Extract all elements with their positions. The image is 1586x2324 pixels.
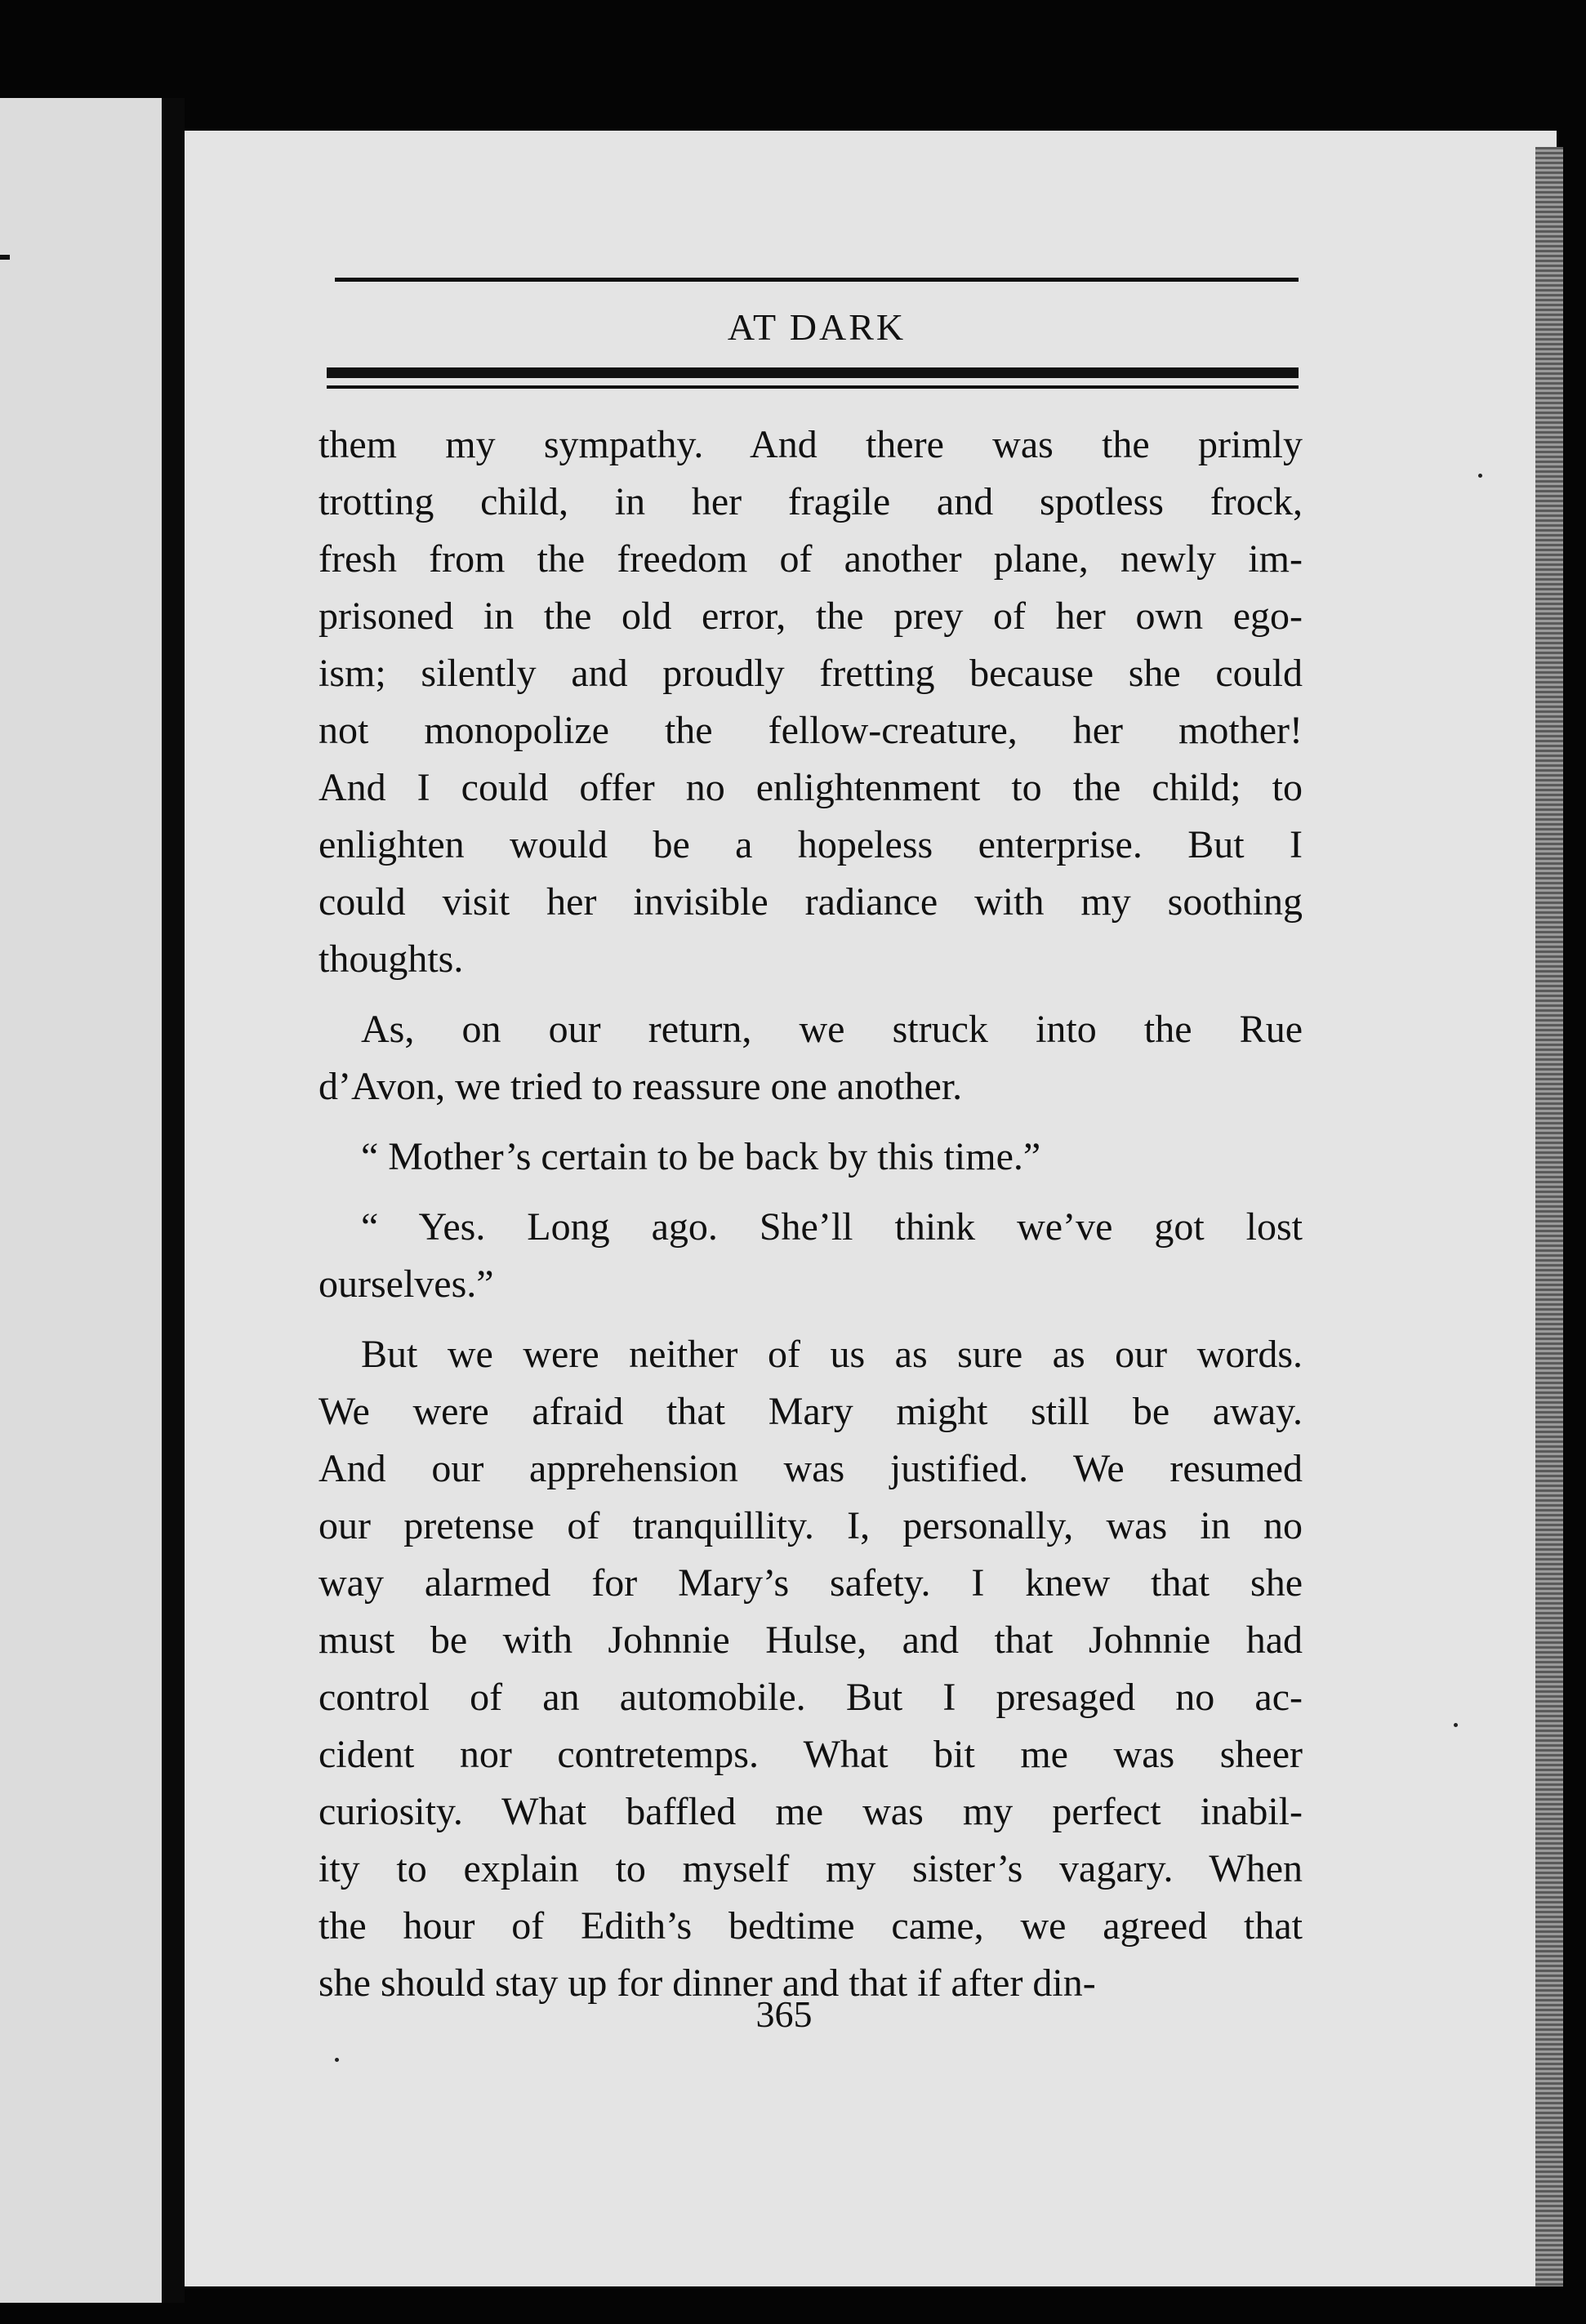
text-line: our pretense of tranquillity. I, personally, was in no xyxy=(319,1504,1303,1547)
text-line: But we were neither of us as sure as our words. xyxy=(361,1333,1303,1376)
text-line: ity to explain to myself my sister’s vagary. When xyxy=(319,1847,1303,1890)
body-text xyxy=(319,416,1303,2012)
text-line: prisoned in the old error, the prey of her own ego- xyxy=(319,594,1303,638)
text-line: “ Yes. Long ago. She’ll think we’ve got lost xyxy=(361,1205,1303,1249)
text-line: enlighten would be a hopeless enterprise. But I xyxy=(319,823,1303,866)
facing-page-edge xyxy=(0,98,162,2303)
book-gutter xyxy=(162,98,185,2303)
text-line: them my sympathy. And there was the primly xyxy=(319,423,1303,466)
paragraph-gap xyxy=(319,1186,1303,1199)
text-line: “ Mother’s certain to be back by this time.” xyxy=(361,1135,1041,1178)
text-line: could visit her invisible radiance with my soothing xyxy=(319,880,1303,924)
text-line: As, on our return, we struck into the Rue xyxy=(361,1008,1303,1051)
scan-speck xyxy=(1454,1723,1458,1727)
text-line: not monopolize the fellow-creature, her mother! xyxy=(319,709,1303,752)
facing-page-mark xyxy=(0,255,10,260)
page-number: 365 xyxy=(755,1993,813,2035)
text-line: must be with Johnnie Hulse, and that Johnnie had xyxy=(319,1618,1303,1662)
text-line: control of an automobile. But I presaged no ac- xyxy=(319,1676,1303,1719)
text-line: ism; silently and proudly fretting because she could xyxy=(319,652,1303,695)
text-line: cident nor contretemps. What bit me was sheer xyxy=(319,1733,1303,1776)
scan-speck xyxy=(335,2058,339,2062)
text-line: And I could offer no enlightenment to the child; to xyxy=(319,766,1303,809)
text-line: We were afraid that Mary might still be away. xyxy=(319,1390,1303,1433)
text-line: the hour of Edith’s bedtime came, we agreed that xyxy=(319,1904,1303,1948)
header-rule-thick xyxy=(327,367,1299,378)
text-line: thoughts. xyxy=(319,937,464,981)
text-line: curiosity. What baffled me was my perfect inabil- xyxy=(319,1790,1303,1833)
paragraph-gap xyxy=(319,1313,1303,1326)
page-stack-edge xyxy=(1535,147,1563,2286)
text-line: trotting child, in her fragile and spotless frock, xyxy=(319,480,1303,523)
text-line: d’Avon, we tried to reassure one another. xyxy=(319,1065,963,1108)
text-line: way alarmed for Mary’s safety. I knew that she xyxy=(319,1561,1303,1605)
text-line: she should stay up for dinner and that if after din- xyxy=(319,1961,1096,2005)
paragraph-gap xyxy=(319,988,1303,1001)
paragraph-gap xyxy=(319,1115,1303,1129)
text-line: And our apprehension was justified. We resumed xyxy=(319,1447,1303,1490)
scan-speck xyxy=(1478,474,1482,478)
header-rule-top xyxy=(335,278,1299,282)
text-line: fresh from the freedom of another plane, newly im- xyxy=(319,537,1303,581)
text-line: ourselves.” xyxy=(319,1262,494,1306)
header-rule-thin xyxy=(327,385,1299,389)
running-head: AT DARK xyxy=(727,306,907,348)
